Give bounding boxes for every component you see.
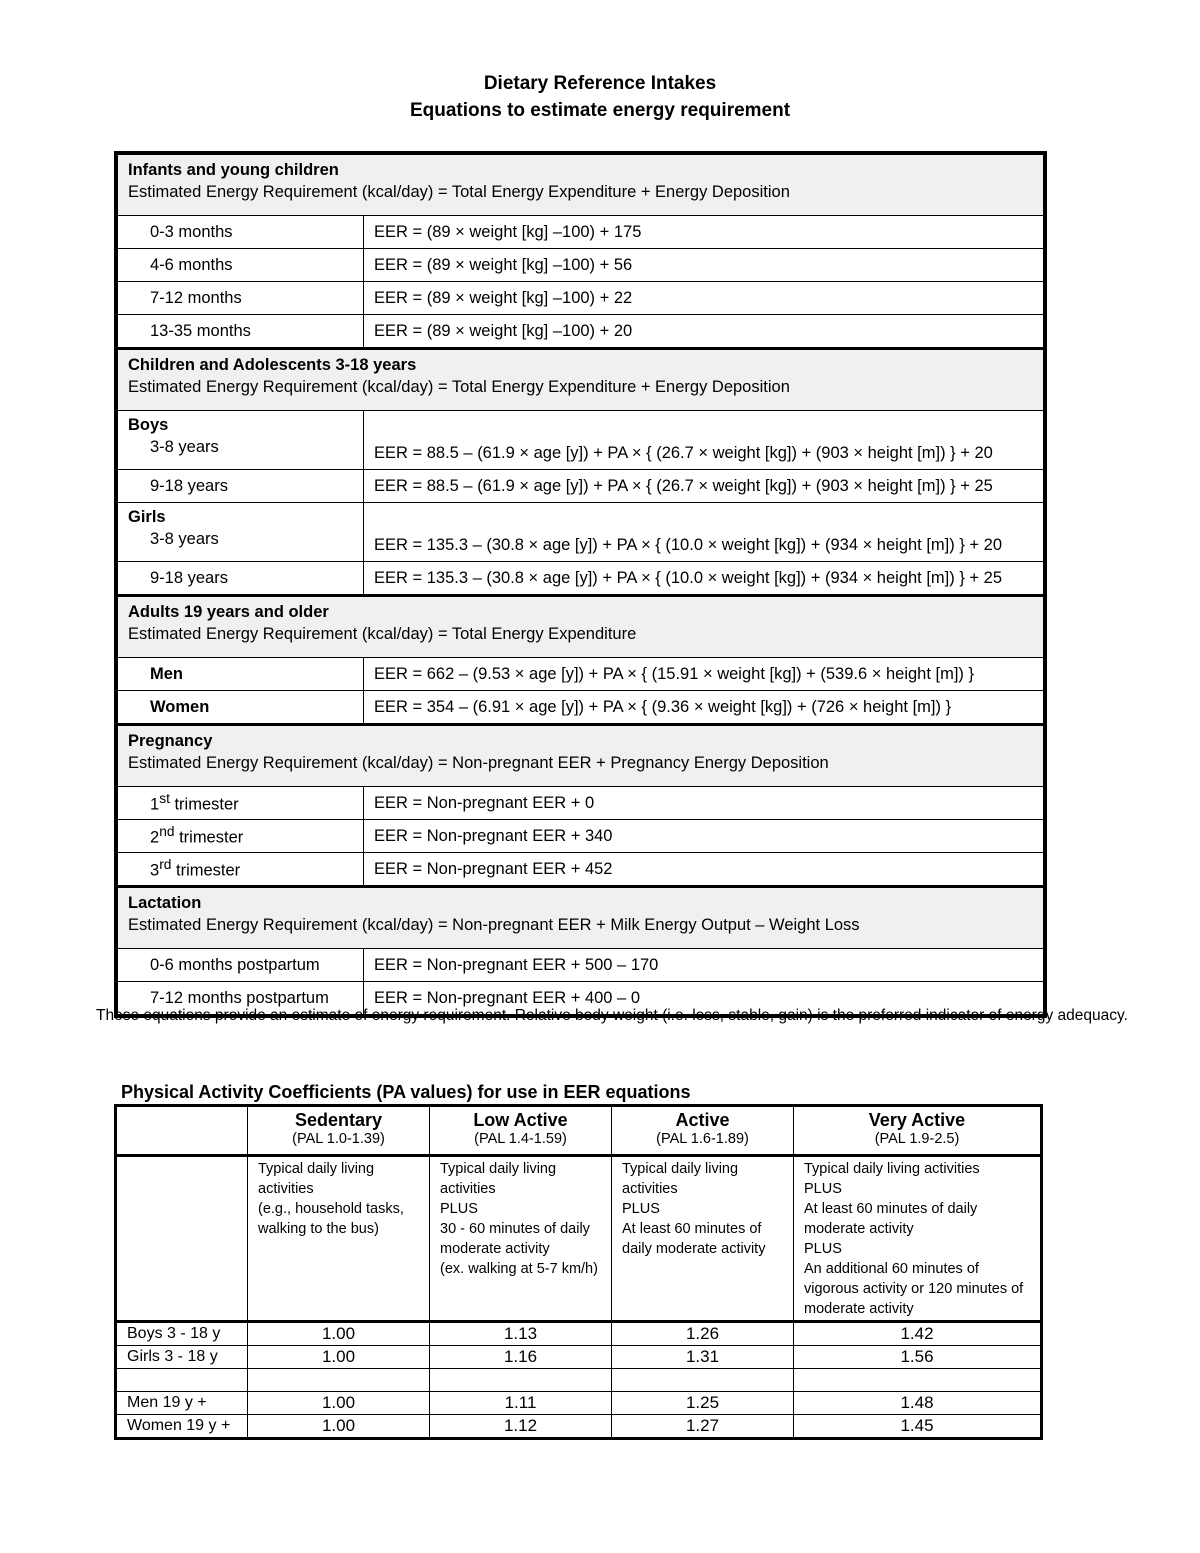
row-label: 0-3 months (116, 216, 364, 249)
trimester-word: trimester (169, 795, 239, 814)
girls-label: Girls (128, 508, 166, 526)
level-pal: (PAL 1.9-2.5) (874, 1131, 960, 1147)
header-cell (430, 1106, 612, 1156)
table-row (116, 658, 1045, 691)
pa-value: 1.13 (430, 1322, 612, 1346)
row-equation: EER = (89 × weight [kg] –100) + 175 (364, 216, 1046, 249)
section-pregnancy (116, 725, 1045, 787)
trimester-word: trimester (174, 828, 244, 847)
level-pal: (PAL 1.6-1.89) (656, 1131, 749, 1147)
pa-value: 1.27 (612, 1415, 794, 1439)
desc-corner (116, 1156, 248, 1322)
pa-value: 1.42 (794, 1322, 1042, 1346)
row-label: Women 19 y + (116, 1415, 248, 1439)
eer-equations-table (114, 151, 1047, 1018)
row-equation: EER = (89 × weight [kg] –100) + 20 (364, 315, 1046, 349)
table-row (116, 249, 1045, 282)
level-description: Typical daily living activities (e.g., household tasks, walking to the bus) (248, 1156, 430, 1322)
row-label: Women (116, 691, 364, 725)
level-name: Low Active (473, 1110, 568, 1130)
trimester-number: 3 (150, 861, 160, 880)
pa-value (612, 1369, 794, 1392)
table-row (116, 1392, 1042, 1415)
page-subtitle: Equations to estimate energy requirement (409, 100, 791, 121)
pa-value: 1.48 (794, 1392, 1042, 1415)
section-heading: Infants and young children (128, 161, 339, 179)
row-label (116, 853, 364, 887)
section-formula: Estimated Energy Requirement (kcal/day) = Total Energy Expenditure + Energy Deposition (128, 378, 790, 396)
pa-value: 1.45 (794, 1415, 1042, 1439)
row-label: Girls 3 - 18 y (116, 1346, 248, 1369)
level-pal: (PAL 1.4-1.59) (474, 1131, 567, 1147)
footnote: These equations provide an estimate of energy requirement. Relative body weight (i.e. loss, stable, gain) is the preferred indicator of energy adequacy. (96, 1007, 1128, 1024)
pa-value: 1.00 (248, 1346, 430, 1369)
section-formula: Estimated Energy Requirement (kcal/day) = Non-pregnant EER + Milk Energy Output – Weight Loss (128, 916, 860, 934)
row-label: 3-8 years (150, 438, 219, 456)
row-equation: EER = 135.3 – (30.8 × age [y]) + PA × { (10.0 × weight [kg]) + (934 × height [m]) } + 25 (364, 562, 1046, 596)
row-label: Men (116, 658, 364, 691)
row-equation: EER = 354 – (6.91 × age [y]) + PA × { (9.36 × weight [kg]) + (726 × height [m]) } (364, 691, 1046, 725)
table-row (116, 470, 1045, 503)
row-label: 9-18 years (116, 470, 364, 503)
trimester-number: 1 (150, 795, 160, 814)
section-infants (116, 153, 1045, 216)
section-heading: Children and Adolescents 3-18 years (128, 356, 417, 374)
pa-value: 1.12 (430, 1415, 612, 1439)
row-label: 4-6 months (116, 249, 364, 282)
header-cell (794, 1106, 1042, 1156)
page-title: Dietary Reference Intakes (483, 73, 717, 94)
table-row (116, 411, 1045, 470)
pa-header-row (116, 1106, 1042, 1156)
pa-value: 1.31 (612, 1346, 794, 1369)
table-row (116, 949, 1045, 982)
level-name: Very Active (868, 1110, 966, 1130)
pa-value: 1.26 (612, 1322, 794, 1346)
pa-value: 1.00 (248, 1415, 430, 1439)
pa-value: 1.00 (248, 1392, 430, 1415)
row-equation: EER = Non-pregnant EER + 452 (364, 853, 1046, 887)
table-row (116, 787, 1045, 820)
row-label: Boys 3 - 18 y (116, 1322, 248, 1346)
level-description: Typical daily living activities PLUS 30 - 60 minutes of daily moderate activity (ex. walking at 5-7 km/h) (430, 1156, 612, 1322)
level-name: Sedentary (294, 1110, 383, 1130)
pa-value: 1.16 (430, 1346, 612, 1369)
header-corner (116, 1106, 248, 1156)
trimester-number: 2 (150, 828, 160, 847)
table-row (116, 820, 1045, 853)
row-label: 3-8 years (150, 530, 219, 548)
row-label: 13-35 months (116, 315, 364, 349)
pa-description-row (116, 1156, 1042, 1322)
row-equation: EER = (89 × weight [kg] –100) + 56 (364, 249, 1046, 282)
section-formula: Estimated Energy Requirement (kcal/day) = Total Energy Expenditure + Energy Deposition (128, 183, 790, 201)
level-name: Active (675, 1110, 730, 1130)
row-equation: EER = Non-pregnant EER + 500 – 170 (364, 949, 1046, 982)
pa-value: 1.25 (612, 1392, 794, 1415)
section-heading: Adults 19 years and older (128, 603, 329, 621)
row-label: 9-18 years (116, 562, 364, 596)
row-equation: EER = Non-pregnant EER + 400 – 0 (364, 982, 1046, 1017)
section-lactation (116, 887, 1045, 949)
section-adults (116, 596, 1045, 658)
pa-value (794, 1369, 1042, 1392)
trimester-word: trimester (171, 861, 241, 880)
table-row (116, 282, 1045, 315)
header-cell (248, 1106, 430, 1156)
ordinal-suffix: nd (159, 824, 175, 840)
ordinal-suffix: st (159, 791, 170, 807)
row-equation: EER = 135.3 – (30.8 × age [y]) + PA × { (10.0 × weight [kg]) + (934 × height [m]) } + 20 (364, 503, 1046, 562)
pa-coefficients-table (114, 1104, 1043, 1440)
section-heading: Pregnancy (128, 732, 213, 750)
row-equation: EER = Non-pregnant EER + 0 (364, 787, 1046, 820)
section-formula: Estimated Energy Requirement (kcal/day) = Total Energy Expenditure (128, 625, 637, 643)
pa-value: 1.00 (248, 1322, 430, 1346)
row-label: 7-12 months postpartum (116, 982, 364, 1017)
ordinal-suffix: rd (159, 857, 172, 873)
section-formula: Estimated Energy Requirement (kcal/day) = Non-pregnant EER + Pregnancy Energy Deposition (128, 754, 829, 772)
row-equation: EER = Non-pregnant EER + 340 (364, 820, 1046, 853)
section-children (116, 349, 1045, 411)
pa-table-title: Physical Activity Coefficients (PA values) for use in EER equations (121, 1082, 691, 1102)
row-equation: EER = 88.5 – (61.9 × age [y]) + PA × { (26.7 × weight [kg]) + (903 × height [m]) } + 20 (364, 411, 1046, 470)
table-row (116, 216, 1045, 249)
header-cell (612, 1106, 794, 1156)
level-description: Typical daily living activities PLUS At least 60 minutes of daily moderate activity (612, 1156, 794, 1322)
row-label (116, 820, 364, 853)
table-row (116, 315, 1045, 349)
row-label: 0-6 months postpartum (116, 949, 364, 982)
row-equation: EER = 88.5 – (61.9 × age [y]) + PA × { (26.7 × weight [kg]) + (903 × height [m]) } + 25 (364, 470, 1046, 503)
table-row (116, 691, 1045, 725)
row-equation: EER = (89 × weight [kg] –100) + 22 (364, 282, 1046, 315)
pa-value: 1.11 (430, 1392, 612, 1415)
table-row (116, 562, 1045, 596)
table-row-empty (116, 1369, 1042, 1392)
table-row (116, 1322, 1042, 1346)
boys-label: Boys (128, 416, 169, 434)
row-label (116, 1369, 248, 1392)
table-row (116, 853, 1045, 887)
row-label: Men 19 y + (116, 1392, 248, 1415)
section-heading: Lactation (128, 894, 202, 912)
table-row (116, 1415, 1042, 1439)
pa-value (430, 1369, 612, 1392)
table-row (116, 503, 1045, 562)
level-description: Typical daily living activities PLUS At least 60 minutes of daily moderate activity PLUS An additional 60 minutes of vigorous activity or 120 minutes of moderate activity (794, 1156, 1042, 1322)
row-equation: EER = 662 – (9.53 × age [y]) + PA × { (15.91 × weight [kg]) + (539.6 × height [m]) } (364, 658, 1046, 691)
pa-value: 1.56 (794, 1346, 1042, 1369)
table-row (116, 1346, 1042, 1369)
row-label (116, 787, 364, 820)
level-pal: (PAL 1.0-1.39) (292, 1131, 385, 1147)
pa-value (248, 1369, 430, 1392)
row-label: 7-12 months (116, 282, 364, 315)
